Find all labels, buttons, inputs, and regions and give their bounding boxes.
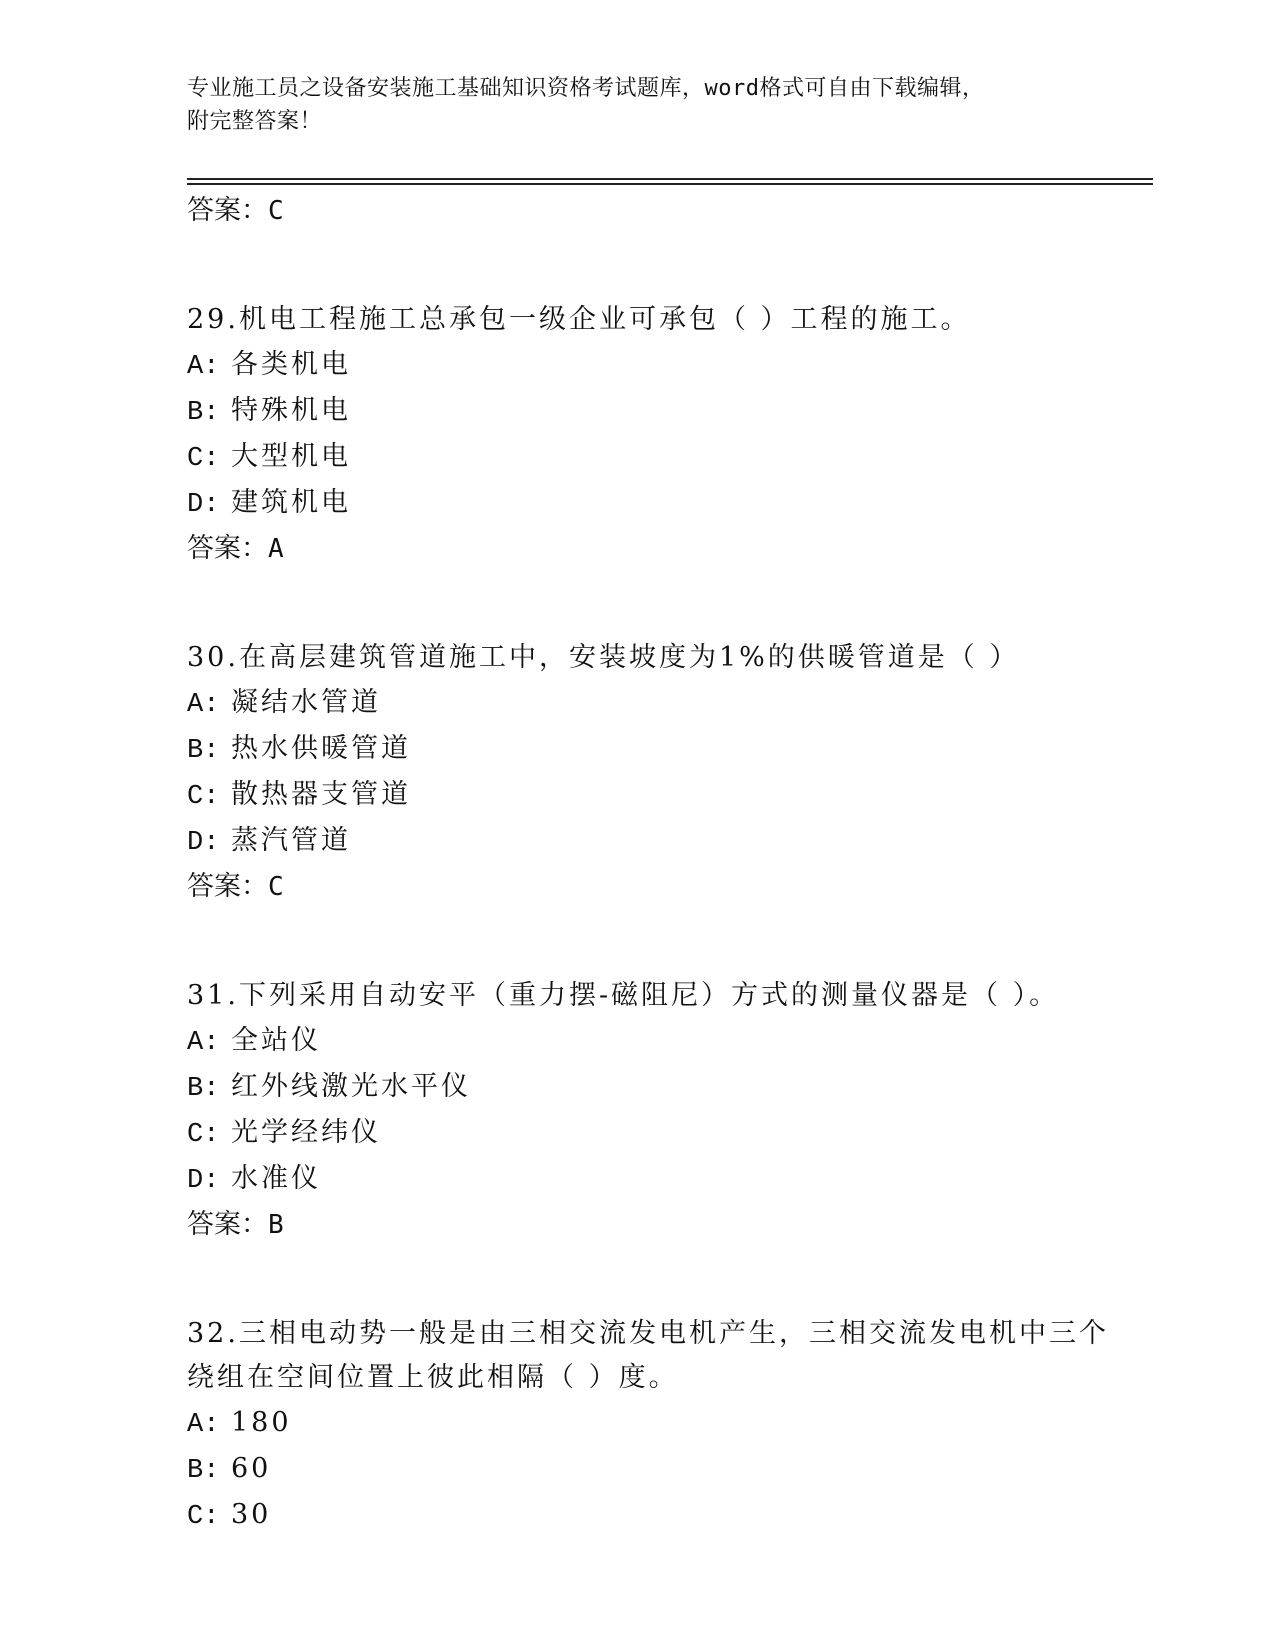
option-a xyxy=(187,1018,1107,1064)
answer-value: C xyxy=(268,872,284,902)
option-key: A: xyxy=(187,352,220,382)
answer-label: 答案： xyxy=(187,1209,268,1240)
question-item xyxy=(187,974,1107,1248)
document-header xyxy=(187,72,1087,138)
header-divider-bottom xyxy=(187,183,1153,185)
answer-line xyxy=(187,1202,1107,1248)
answer-line xyxy=(187,188,1107,234)
question-stem: 31.下列采用自动安平（重力摆-磁阻尼）方式的测量仪器是（ ）。 xyxy=(187,980,1060,1011)
option-text: 大型机电 xyxy=(231,441,351,472)
answer-value: C xyxy=(268,196,284,226)
answer-value: B xyxy=(268,1210,284,1240)
question-stem-line-1: 32.三相电动势一般是由三相交流发电机产生，三相交流发电机中三个 xyxy=(187,1318,1109,1349)
option-b xyxy=(187,388,1107,434)
option-c xyxy=(187,1492,1107,1538)
option-text: 散热器支管道 xyxy=(231,779,411,810)
option-text: 光学经纬仪 xyxy=(231,1117,381,1148)
option-text: 水准仪 xyxy=(231,1163,321,1194)
question-stem-line-2: 绕组在空间位置上彼此相隔（ ）度。 xyxy=(187,1362,679,1393)
question-item xyxy=(187,1312,1107,1538)
option-key: C: xyxy=(187,782,220,812)
option-key: D: xyxy=(187,828,220,858)
answer-label: 答案： xyxy=(187,195,268,226)
option-d xyxy=(187,1156,1107,1202)
option-c xyxy=(187,772,1107,818)
option-a xyxy=(187,680,1107,726)
question-item xyxy=(187,298,1107,572)
option-text: 特殊机电 xyxy=(231,395,351,426)
option-c xyxy=(187,434,1107,480)
header-line-2: 附完整答案！ xyxy=(187,109,323,134)
option-a xyxy=(187,1400,1107,1446)
option-key: D: xyxy=(187,1166,220,1196)
option-text: 红外线激光水平仪 xyxy=(231,1071,471,1102)
option-text: 各类机电 xyxy=(231,349,351,380)
option-key: A: xyxy=(187,1410,220,1440)
option-text: 蒸汽管道 xyxy=(231,825,351,856)
answer-label: 答案： xyxy=(187,871,268,902)
option-c xyxy=(187,1110,1107,1156)
option-key: A: xyxy=(187,690,220,720)
option-key: C: xyxy=(187,444,220,474)
option-key: C: xyxy=(187,1502,220,1532)
option-key: C: xyxy=(187,1120,220,1150)
option-text: 30 xyxy=(231,1499,272,1530)
question-list xyxy=(187,188,1107,1538)
question-item xyxy=(187,636,1107,910)
option-b xyxy=(187,1064,1107,1110)
option-key: B: xyxy=(187,736,220,766)
option-text: 180 xyxy=(231,1407,292,1438)
header-line-1: 专业施工员之设备安装施工基础知识资格考试题库，word格式可自由下载编辑， xyxy=(187,76,985,101)
answer-value: A xyxy=(268,534,284,564)
option-key: B: xyxy=(187,1456,220,1486)
option-text: 全站仪 xyxy=(231,1025,321,1056)
option-d xyxy=(187,480,1107,526)
option-text: 凝结水管道 xyxy=(231,687,381,718)
header-divider-top xyxy=(187,178,1153,180)
answer-line xyxy=(187,526,1107,572)
option-key: B: xyxy=(187,398,220,428)
option-d xyxy=(187,818,1107,864)
answer-label: 答案： xyxy=(187,533,268,564)
question-stem: 29.机电工程施工总承包一级企业可承包（ ）工程的施工。 xyxy=(187,304,971,335)
option-key: A: xyxy=(187,1028,220,1058)
option-a xyxy=(187,342,1107,388)
option-b xyxy=(187,1446,1107,1492)
option-b xyxy=(187,726,1107,772)
question-stem: 30.在高层建筑管道施工中，安装坡度为1%的供暖管道是（ ） xyxy=(187,642,1020,673)
option-key: D: xyxy=(187,490,220,520)
option-key: B: xyxy=(187,1074,220,1104)
answer-line xyxy=(187,864,1107,910)
option-text: 60 xyxy=(231,1453,272,1484)
option-text: 热水供暖管道 xyxy=(231,733,411,764)
option-text: 建筑机电 xyxy=(231,487,351,518)
